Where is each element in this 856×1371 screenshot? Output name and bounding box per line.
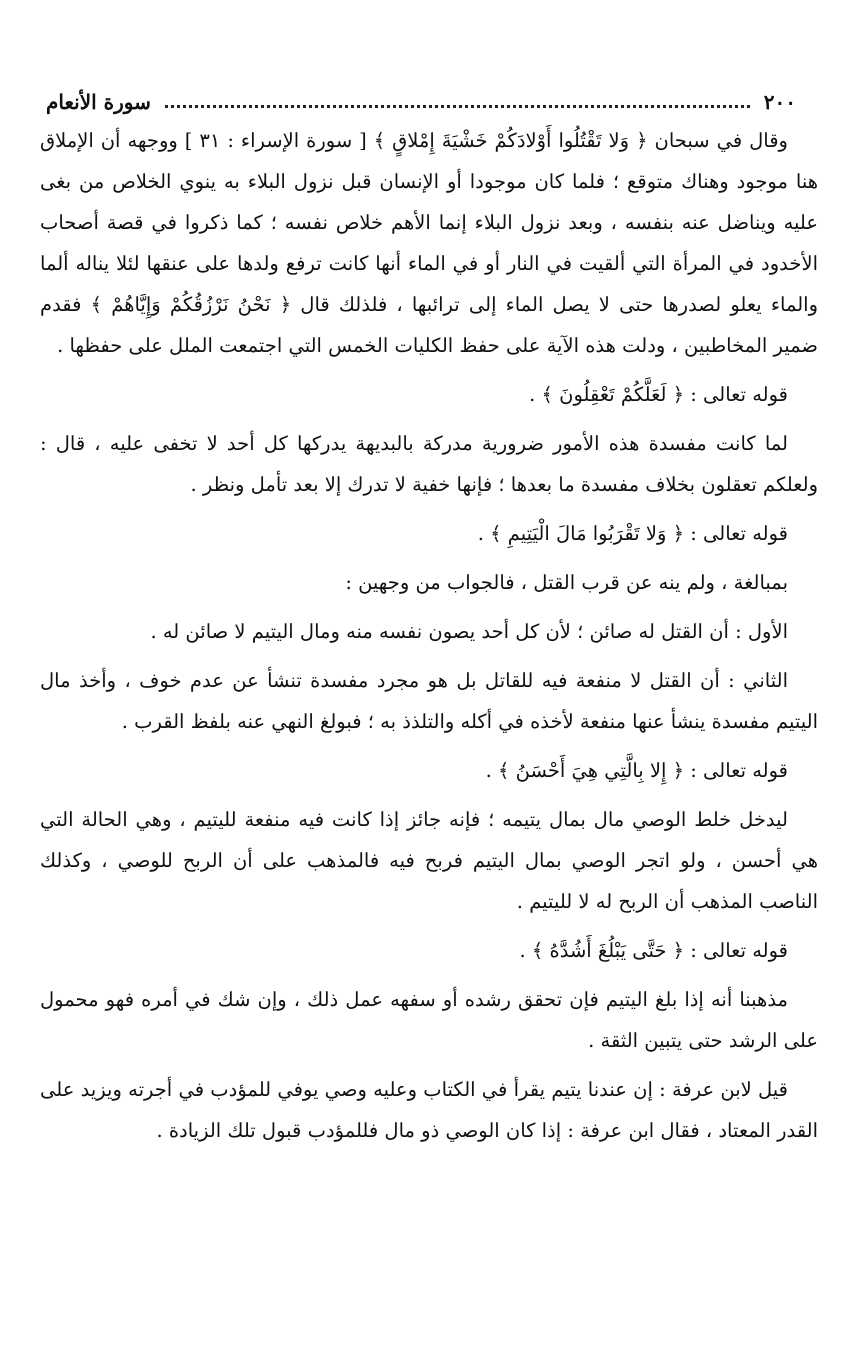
paragraph: ليدخل خلط الوصي مال بمال يتيمه ؛ فإنه جائز إذا كانت فيه منفعة لليتيم ، وهي الحالة التي هي أحسن ، ولو اتجر الوصي بمال اليتيم فربح فيه فالمذهب على أن الربح للوصي ، وكذلك الناصب المذهب أن الربح له لا لليتيم . [40,808,818,913]
paragraph: الثاني : أن القتل لا منفعة فيه للقاتل بل هو مجرد مفسدة تنشأ عن عدم خوف ، وأخذ مال اليتيم مفسدة ينشأ عنها منفعة لأخذه في أكله والتلذذ به ؛ فبولغ النهي عنه بلفظ القرب . [40,669,818,733]
paragraph: الأول : أن القتل له صائن ؛ لأن كل أحد يصون نفسه منه ومال اليتيم لا صائن له . [150,620,788,643]
paragraph: قيل لابن عرفة : إن عندنا يتيم يقرأ في الكتاب وعليه وصي يوفي للمؤدب في أجرته ويزيد على القدر المعتاد ، فقال ابن عرفة : إذا كان الوصي ذو مال فللمؤدب قبول تلك الزيادة . [40,1078,818,1142]
surah-title: سورة الأنعام [46,90,151,114]
paragraph: بمبالغة ، ولم ينه عن قرب القتل ، فالجواب من وجهين : [345,571,788,594]
paragraph: وقال في سبحان ﴿ وَلا تَقْتُلُوا أَوْلادَكُمْ خَشْيَةَ إِمْلاقٍ ﴾ [ سورة الإسراء : ٣١ ] ووجهه أن الإملاق هنا موجود وهناك متوقع ؛ فلما كان موجودا أو الإنسان قبل نزول البلاء به ينوي الخلاص من بغى عليه ويناضل عنه بنفسه ، وبعد نزول البلاء إنما الأهم خلاص نفسه ؛ كما ذكروا في قصة أصحاب الأخدود في المرأة التي ألقيت في النار أو في الماء أنها كانت ترفع ولدها على عنقها لئلا يناله ألما والماء يعلو لصدرها حتى لا يصل الماء إلى ترائبها ، فلذلك قال ﴿ نَحْنُ نَرْزُقُكُمْ وَإِيَّاهُمْ ﴾ فقدم ضمير المخاطبين ، ودلت هذه الآية على حفظ الكليات الخمس التي اجتمعت الملل على حفظها . [40,129,819,357]
paragraph: لما كانت مفسدة هذه الأمور ضرورية مدركة بالبديهة يدركها كل أحد لا تخفى عليه ، قال : ولعلكم تعقلون بخلاف مفسدة ما بعدها ؛ فإنها خفية لا تدرك إلا بعد تأمل ونظر . [40,432,818,496]
page-number: ٢٠٠ [763,90,796,114]
paragraph: مذهبنا أنه إذا بلغ اليتيم فإن تحقق رشده أو سفهه عمل ذلك ، وإن شك في أمره فهو محمول على الرشد حتى يتبين الثقة . [40,988,818,1052]
page-body [40,120,818,1151]
verse-heading: قوله تعالى : ﴿ إِلا بِالَّتِي هِيَ أَحْسَنُ ﴾ . [485,759,788,782]
verse-heading: قوله تعالى : ﴿ حَتَّى يَبْلُغَ أَشُدَّهُ ﴾ . [519,939,788,962]
book-page [40,84,818,1151]
page-header [40,84,818,120]
verse-heading: قوله تعالى : ﴿ لَعَلَّكُمْ تَعْقِلُونَ ﴾ . [529,383,788,406]
verse-heading: قوله تعالى : ﴿ وَلا تَقْرَبُوا مَالَ الْيَتِيمِ ﴾ . [477,522,788,545]
header-dotted-leader [165,105,750,108]
